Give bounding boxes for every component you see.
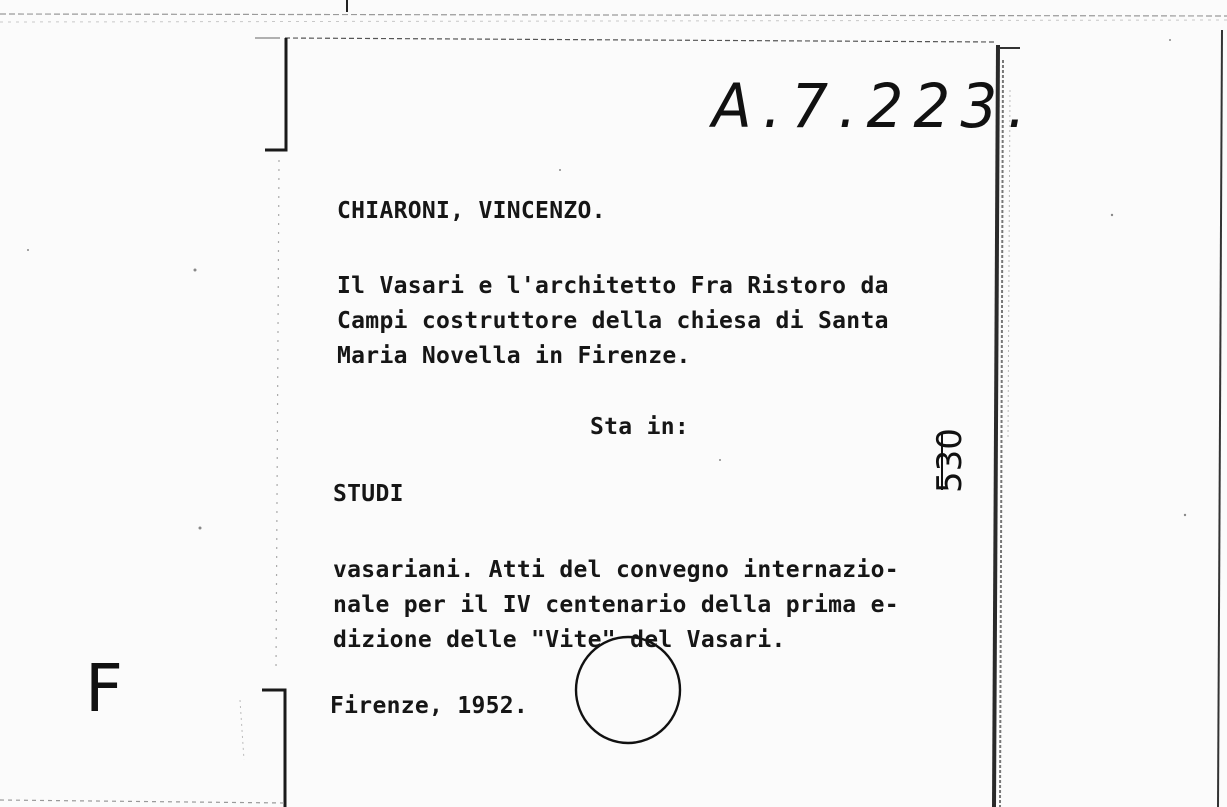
publication-line-3: dizione delle "Vite" del Vasari. bbox=[333, 627, 786, 653]
margin-letter: F bbox=[85, 650, 123, 727]
card-right-edge-shadow bbox=[1000, 60, 1003, 807]
title-line-2: Campi costruttore della chiesa di Santa bbox=[337, 308, 889, 334]
publication-line-2: nale per il IV centenario della prima e- bbox=[333, 592, 899, 618]
card-left-dotted-edge bbox=[276, 160, 279, 670]
series-name: STUDI bbox=[333, 481, 404, 507]
card-right-edge bbox=[994, 45, 998, 807]
sta-in-label: Sta in: bbox=[590, 414, 690, 440]
card-left-bracket-top bbox=[265, 38, 286, 150]
title-line-1: Il Vasari e l'architetto Fra Ristoro da bbox=[337, 273, 889, 299]
top-scan-edge-2 bbox=[0, 20, 1227, 22]
imprint: Firenze, 1952. bbox=[330, 693, 529, 719]
card-left-bracket-bottom bbox=[262, 690, 285, 807]
scan-right-edge bbox=[1218, 30, 1222, 807]
author-heading: CHIARONI, VINCENZO. bbox=[337, 198, 606, 224]
top-scan-edge bbox=[0, 14, 1227, 16]
side-number: 530 bbox=[930, 428, 970, 493]
bottom-scan-edge bbox=[0, 800, 285, 803]
publication-line-1: vasariani. Atti del convegno internazio- bbox=[333, 557, 899, 583]
catalog-number: A.7.223. bbox=[712, 70, 1036, 142]
title-line-3: Maria Novella in Firenze. bbox=[337, 343, 691, 369]
card-top-edge bbox=[285, 38, 995, 42]
